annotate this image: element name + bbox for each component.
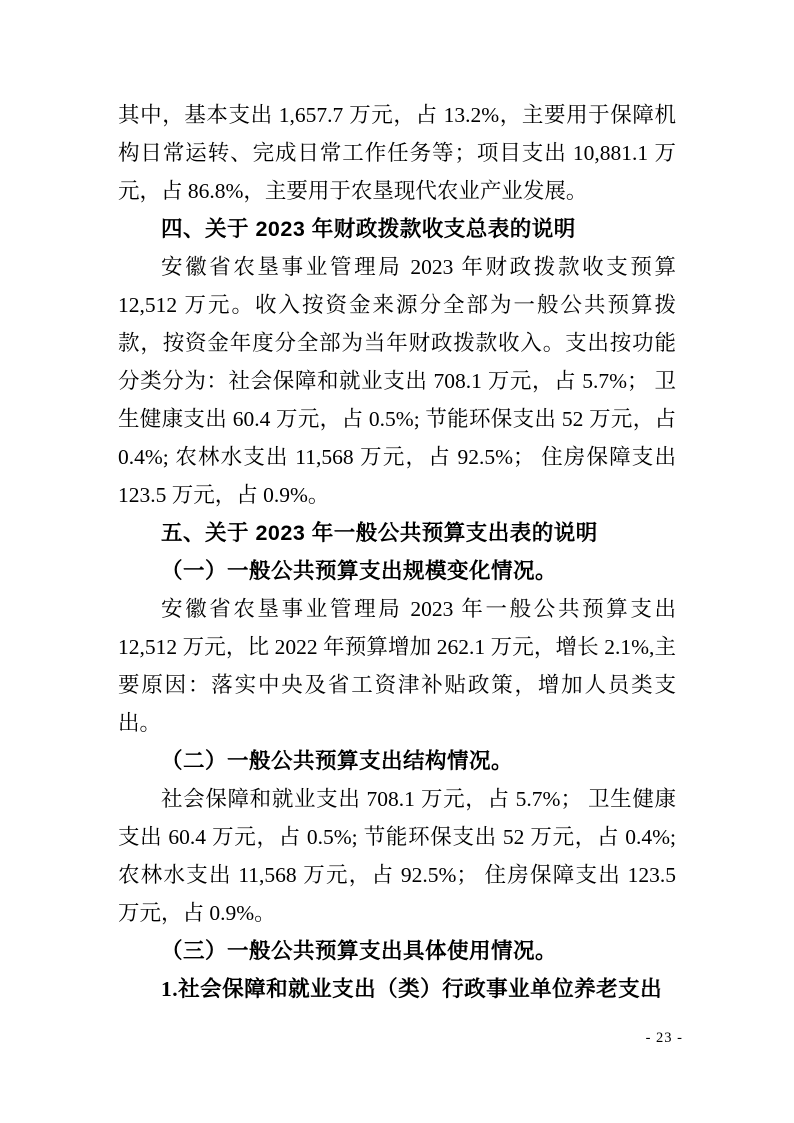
paragraph-expenditure-scale-change-detail: 安徽省农垦事业管理局 2023 年一般公共预算支出 12,512 万元，比 2022 年预算增加 262.1 万元，增长 2.1%,主要原因：落实中央及省工资津补贴政策，增加人员类支出。 xyxy=(118,597,676,735)
paragraph-fiscal-appropriation-detail: 安徽省农垦事业管理局 2023 年财政拨款收支预算 12,512 万元。收入按资金来源分全部为一般公共预算拨款，按资金年度分全部为当年财政拨款收入。支出按功能分类分为：社会保障和就业支出 708.1 万元，占 5.7%； 卫生健康支出 60.4 万元，占 0.5%; 节能环保支出 52 万元，占 0.4%; 农林水支出 11,568 万元，占 92.5%； 住房保障支出 123.5 万元，占 0.9%。 xyxy=(118,255,676,507)
subheading-item-1-social-security-pension: 1.社会保障和就业支出（类）行政事业单位养老支出 xyxy=(161,977,663,1001)
paragraph-basic-project-expenditure: 其中，基本支出 1,657.7 万元，占 13.2%，主要用于保障机构日常运转、完成日常工作任务等；项目支出 10,881.1 万元，占 86.8%，主要用于农垦现代农业产业发展。 xyxy=(118,103,676,203)
heading-section-4-fiscal-appropriation-summary: 四、关于 2023 年财政拨款收支总表的说明 xyxy=(161,217,576,241)
heading-section-5-general-budget-expenditure: 五、关于 2023 年一般公共预算支出表的说明 xyxy=(161,521,598,545)
document-body xyxy=(118,96,676,1008)
subheading-3-expenditure-specific-usage: （三）一般公共预算支出具体使用情况。 xyxy=(161,939,558,963)
paragraph-expenditure-structure-detail: 社会保障和就业支出 708.1 万元，占 5.7%； 卫生健康支出 60.4 万元，占 0.5%; 节能环保支出 52 万元，占 0.4%; 农林水支出 11,568 万元，占 92.5%； 住房保障支出 123.5 万元，占 0.9%。 xyxy=(118,787,676,925)
subheading-1-expenditure-scale-change: （一）一般公共预算支出规模变化情况。 xyxy=(161,559,558,583)
subheading-2-expenditure-structure: （二）一般公共预算支出结构情况。 xyxy=(161,749,514,773)
page-number: - 23 - xyxy=(645,1030,683,1046)
